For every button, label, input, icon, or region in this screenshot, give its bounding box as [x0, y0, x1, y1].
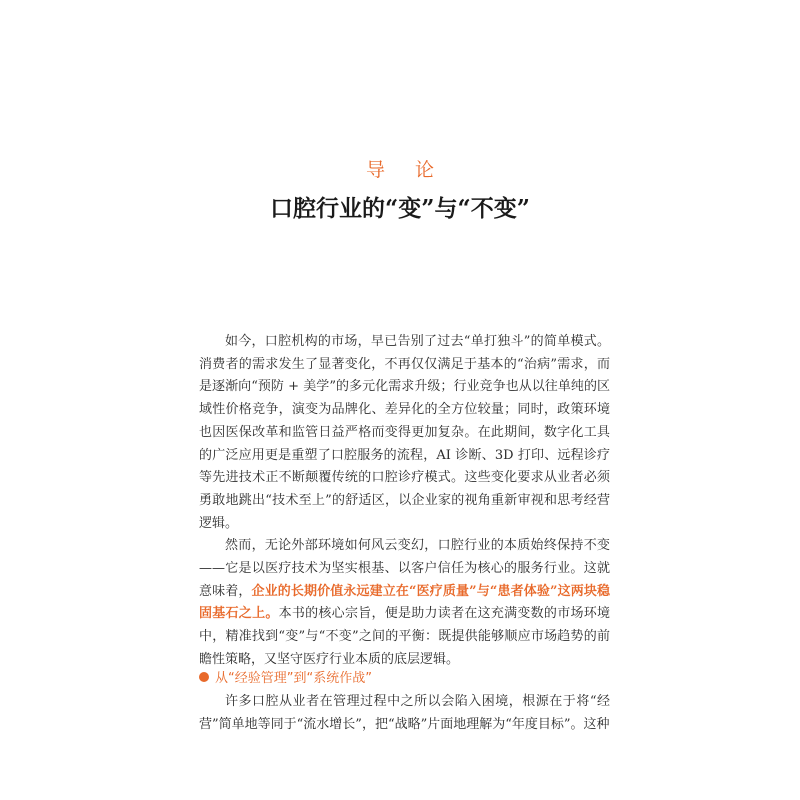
- intro-body: [199, 331, 610, 672]
- section-heading: [199, 667, 610, 686]
- key-statement-highlight: 企业的长期价值永远建立在“医疗质量”与“患者体验”这两块稳固基石之上。: [199, 583, 610, 622]
- section-paragraph-1: 许多口腔从业者在管理过程中之所以会陷入困境，根源在于将“经营”简单地等同于“流水增长”，把“战略”片面地理解为“年度目标”。这种: [199, 694, 610, 732]
- bullet-dot-icon: [199, 672, 209, 682]
- intro-paragraph-2: [199, 535, 610, 671]
- chapter-label: 导 论: [365, 159, 447, 181]
- intro-paragraph-1: 如今，口腔机构的市场，早已告别了过去“单打独斗”的简单模式。消费者的需求发生了显著变化，不再仅仅满足于基本的“治病”需求，而是逐渐向“预防 + 美学”的多元化需求升级；行业竞争也从以往单纯的区域性价格竞争，演变为品牌化、差异化的全方位较量；同时，政策环境也因医保改革和监管日益严格而变得更加复杂。在此期间，数字化工具的广泛应用更是重塑了口腔服务的流程，AI 诊断、3D 打印、远程诊疗等先进技术正不断颠覆传统的口腔诊疗模式。这些变化要求从业者必须勇敢地跳出“技术至上”的舒适区，以企业家的视角重新审视和思考经营逻辑。: [199, 334, 610, 531]
- section-heading-text: 从“经验管理”到“系统作战”: [215, 671, 372, 686]
- section-body: [199, 691, 610, 736]
- intro-paragraph-2-start: 然而，无论外部环境如何风云变幻，口腔行业的本质始终保持不变——它是以医疗技术为坚实根基、以客户信任为核心的服务行业。这就意味着，: [199, 538, 610, 599]
- chapter-title: 口腔行业的“变”与“不变”: [270, 195, 530, 222]
- intro-paragraph-2-end: 本书的核心宗旨，便是助力读者在这充满变数的市场环境中，精准找到“变”与“不变”之间的平衡：既提供能够顺应市场趋势的前瞻性策略，又坚守医疗行业本质的底层逻辑。: [199, 606, 610, 667]
